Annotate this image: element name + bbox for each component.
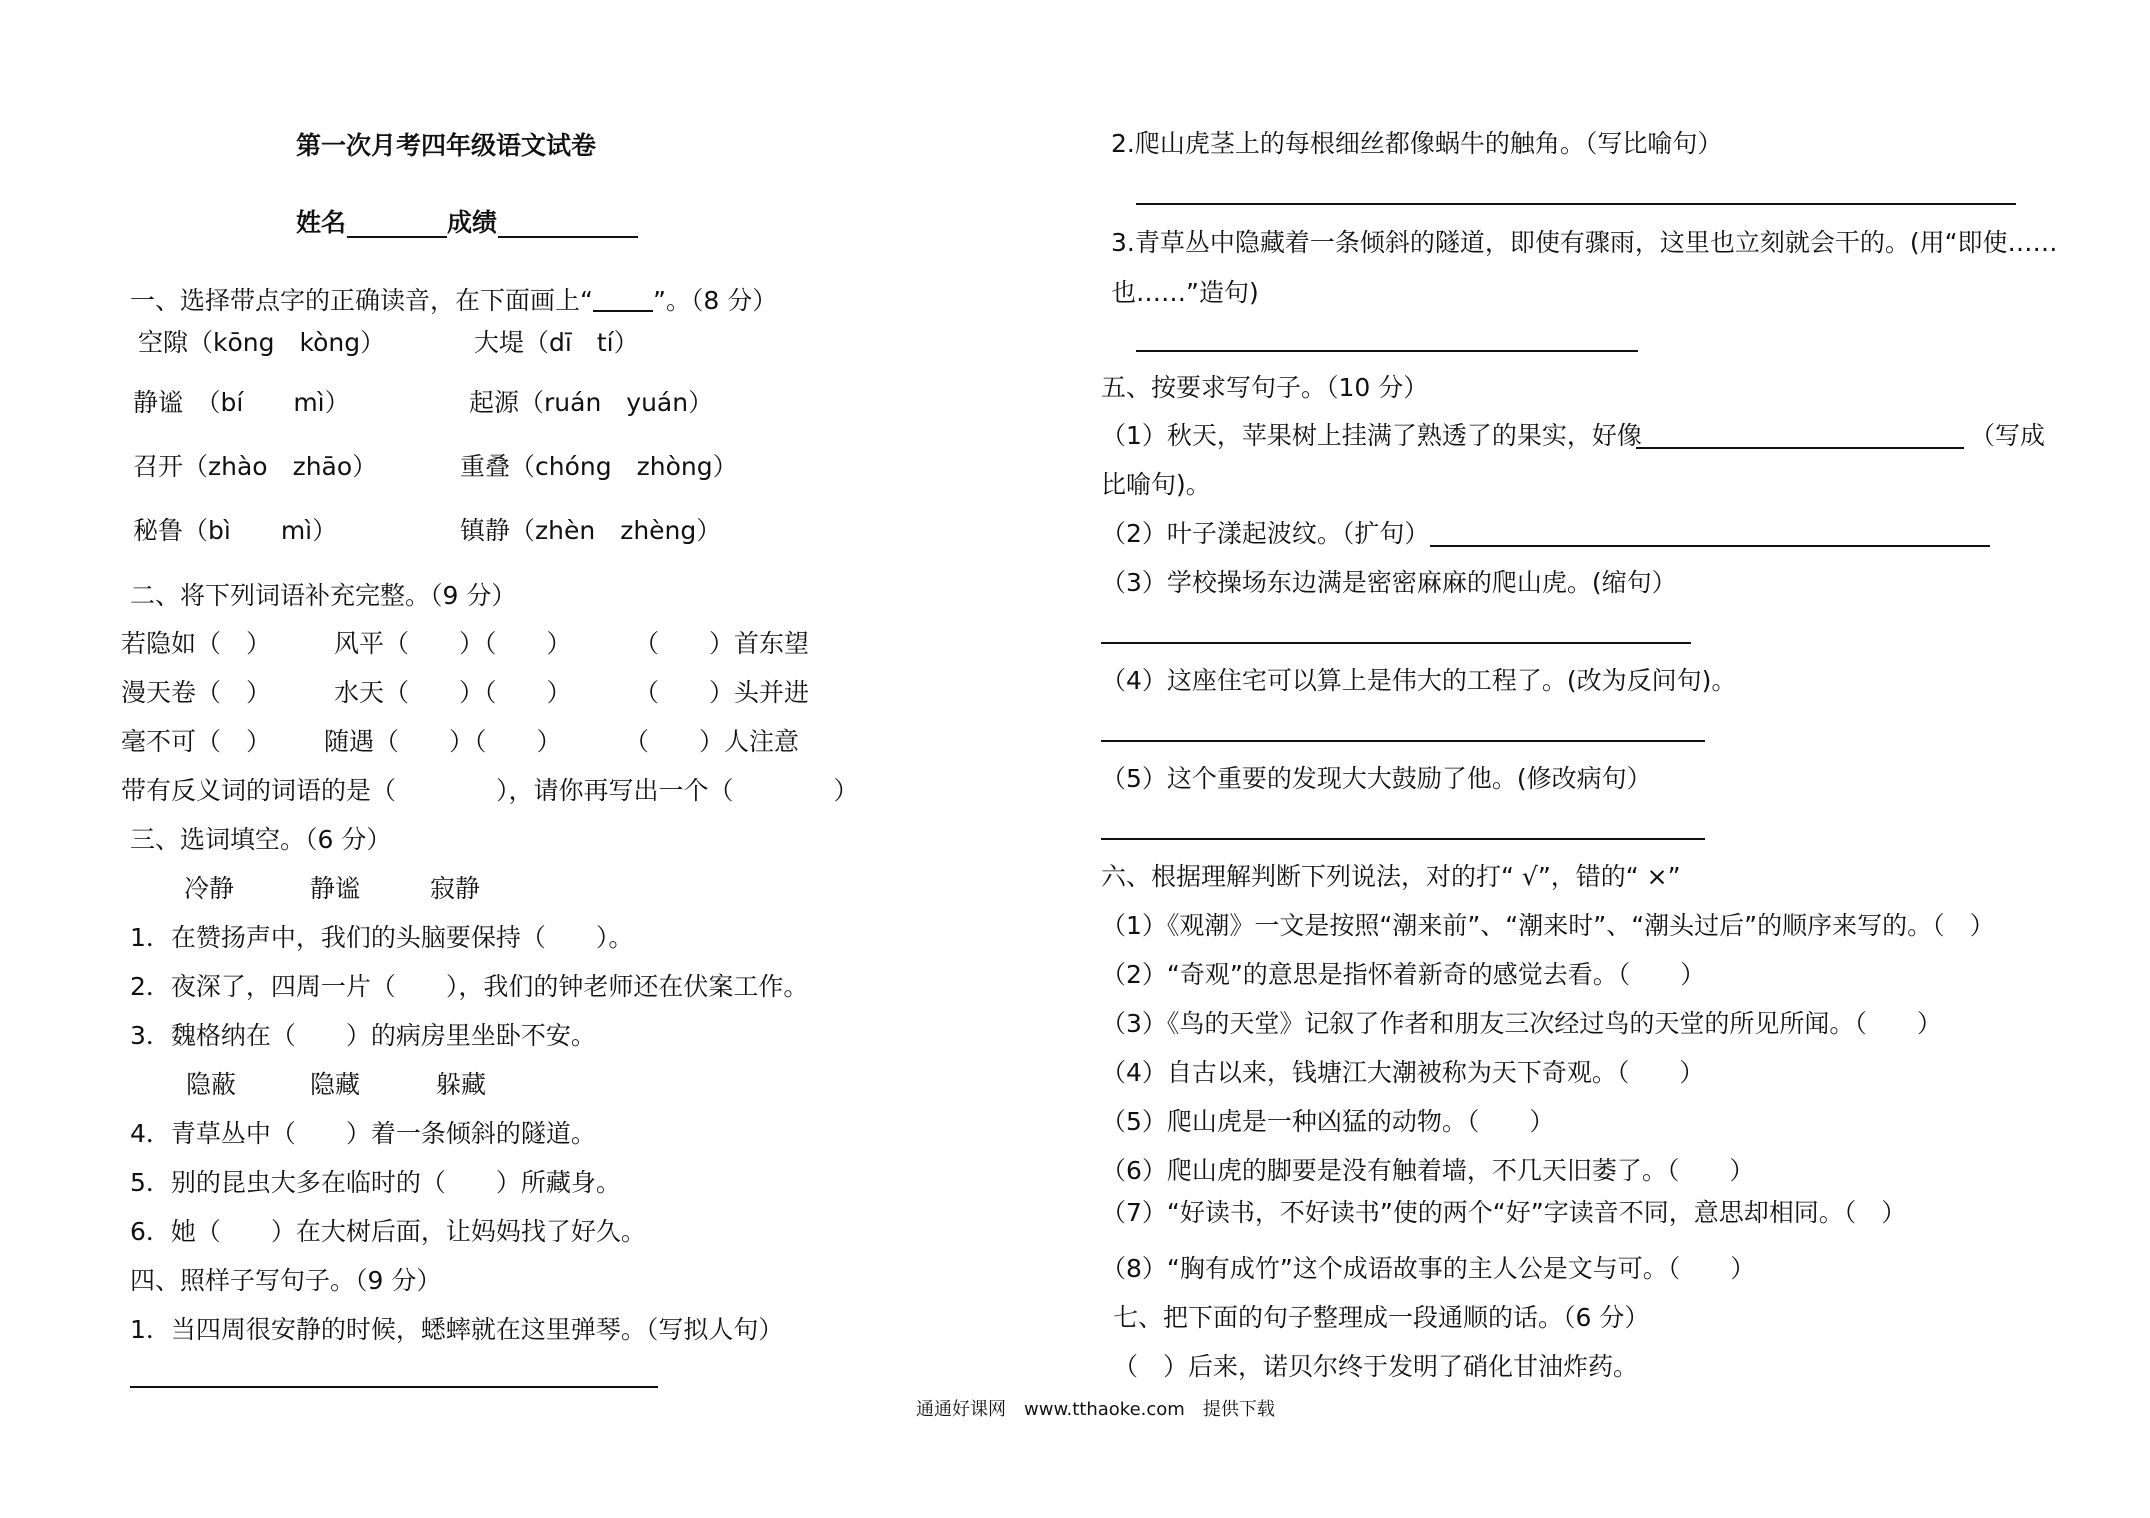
judge-item-7[interactable]: （7）“好读书，不好读书”使的两个“好”字读音不同，意思却相同。（ ） [1101, 1198, 1907, 1227]
section-7-heading: 七、把下面的句子整理成一段通顺的话。（6 分） [1113, 1303, 1650, 1332]
idiom-cell[interactable]: （ ）人注意 [624, 727, 800, 756]
pinyin-item-4[interactable]: 起源（ruán yuán） [469, 388, 714, 417]
idiom-cell[interactable]: （ ）头并进 [634, 678, 810, 707]
answer-line[interactable] [130, 1386, 658, 1388]
section-2-heading: 二、将下列词语补充完整。（9 分） [130, 581, 517, 610]
idiom-cell[interactable]: 随遇（ ）（ ） [324, 727, 562, 756]
word-choice: 寂静 [430, 874, 481, 903]
judge-item-2[interactable]: （2）“奇观”的意思是指怀着新奇的感觉去看。（ ） [1101, 960, 1706, 989]
idiom-cell[interactable]: 若隐如（ ） [121, 629, 272, 658]
judge-item-5[interactable]: （5）爬山虎是一种凶猛的动物。（ ） [1101, 1107, 1555, 1136]
pinyin-item-5[interactable]: 召开（zhào zhāo） [133, 452, 378, 481]
word-choice: 隐藏 [310, 1070, 361, 1099]
rewrite-question-3-cont: 也……”造句) [1111, 278, 1259, 307]
antonym-question[interactable]: 带有反义词的词语的是（ ），请你再写出一个（ ） [121, 776, 859, 805]
write-question-5: （5）这个重要的发现大大鼓励了他。(修改病句） [1101, 764, 1652, 793]
fill-question-5[interactable]: 5．别的昆虫大多在临时的（ ）所藏身。 [130, 1168, 621, 1197]
write-question-1-tail: （写成 [1970, 421, 2046, 450]
word-choice: 冷静 [184, 874, 235, 903]
judge-item-1[interactable]: （1）《观潮》一文是按照“潮来前”、“潮来时”、“潮头过后”的顺序来写的。（ ） [1101, 911, 1995, 940]
pinyin-item-3[interactable]: 静谧 （bí mì） [133, 388, 350, 417]
page-title: 第一次月考四年级语文试卷 [296, 131, 597, 160]
fill-question-3[interactable]: 3．魏格纳在（ ）的病房里坐卧不安。 [130, 1021, 596, 1050]
page-footer: 通通好课网 www.tthaoke.com 提供下载 [916, 1399, 1275, 1420]
idiom-cell[interactable]: 风平（ ）（ ） [334, 629, 572, 658]
score-label: 成绩 [447, 208, 498, 237]
fill-question-1[interactable]: 1．在赞扬声中，我们的头脑要保持（ ）。 [130, 923, 634, 952]
pinyin-item-7[interactable]: 秘鲁（bì mì） [133, 516, 338, 545]
judge-item-4[interactable]: （4）自古以来，钱塘江大潮被称为天下奇观。（ ） [1101, 1058, 1705, 1087]
answer-line[interactable] [1101, 740, 1705, 742]
idiom-cell[interactable]: 水天（ ）（ ） [334, 678, 572, 707]
write-question-4: （4）这座住宅可以算上是伟大的工程了。(改为反问句)。 [1101, 666, 1737, 695]
name-blank[interactable] [347, 236, 447, 238]
word-choice: 隐蔽 [186, 1070, 237, 1099]
section-1-heading: 一、选择带点字的正确读音，在下面画上“ ”。（8 分） [130, 286, 778, 315]
answer-line[interactable] [1136, 350, 1638, 352]
idiom-cell[interactable]: 毫不可（ ） [121, 727, 272, 756]
order-item-1[interactable]: （ ）后来，诺贝尔终于发明了硝化甘油炸药。 [1113, 1352, 1639, 1381]
pinyin-item-8[interactable]: 镇静（zhèn zhèng） [460, 516, 722, 545]
rewrite-question-3: 3.青草丛中隐藏着一条倾斜的隧道，即使有骤雨，这里也立刻就会干的。(用“即使…… [1111, 228, 2058, 257]
fill-question-4[interactable]: 4．青草丛中（ ）着一条倾斜的隧道。 [130, 1119, 596, 1148]
idiom-cell[interactable]: （ ）首东望 [634, 629, 810, 658]
section-3-heading: 三、选词填空。（6 分） [130, 825, 392, 854]
rewrite-question-2: 2.爬山虎茎上的每根细丝都像蜗牛的触角。（写比喻句） [1111, 129, 1723, 158]
section-5-heading: 五、按要求写句子。（10 分） [1101, 373, 1429, 402]
answer-line[interactable] [1101, 838, 1705, 840]
rewrite-question-1: 1．当四周很安静的时候，蟋蟀就在这里弹琴。（写拟人句） [130, 1315, 784, 1344]
heading-blank [593, 310, 653, 312]
judge-item-6[interactable]: （6）爬山虎的脚要是没有触着墙，不几天旧萎了。（ ） [1101, 1156, 1755, 1185]
answer-line[interactable] [1101, 642, 1691, 644]
word-choice: 静谧 [310, 874, 361, 903]
write-question-3: （3）学校操场东边满是密密麻麻的爬山虎。(缩句） [1101, 568, 1677, 597]
fill-question-6[interactable]: 6．她（ ）在大树后面，让妈妈找了好久。 [130, 1217, 646, 1246]
fill-question-2[interactable]: 2．夜深了，四周一片（ ），我们的钟老师还在伏案工作。 [130, 972, 809, 1001]
answer-line[interactable] [1636, 447, 1964, 449]
write-question-1-cont: 比喻句)。 [1101, 470, 1211, 499]
score-blank[interactable] [498, 236, 638, 238]
section-6-heading: 六、根据理解判断下列说法，对的打“ √”，错的“ ×” [1101, 862, 1681, 891]
write-question-1: （1）秋天，苹果树上挂满了熟透了的果实，好像 [1101, 421, 1642, 450]
judge-item-8[interactable]: （8）“胸有成竹”这个成语故事的主人公是文与可。（ ） [1101, 1254, 1756, 1283]
word-choice: 躲藏 [436, 1070, 487, 1099]
section-4-heading: 四、照样子写句子。（9 分） [130, 1266, 442, 1295]
judge-item-3[interactable]: （3）《鸟的天堂》记叙了作者和朋友三次经过鸟的天堂的所见所闻。（ ） [1101, 1009, 1942, 1038]
pinyin-item-1[interactable]: 空隙（kōng kòng） [138, 328, 386, 357]
answer-line[interactable] [1430, 545, 1990, 547]
name-label: 姓名 [296, 208, 347, 237]
answer-line[interactable] [1136, 203, 2016, 205]
idiom-cell[interactable]: 漫天卷（ ） [121, 678, 272, 707]
pinyin-item-2[interactable]: 大堤（dī tí） [474, 328, 639, 357]
pinyin-item-6[interactable]: 重叠（chóng zhòng） [460, 452, 738, 481]
write-question-2: （2）叶子漾起波纹。（扩句） [1101, 519, 1430, 548]
